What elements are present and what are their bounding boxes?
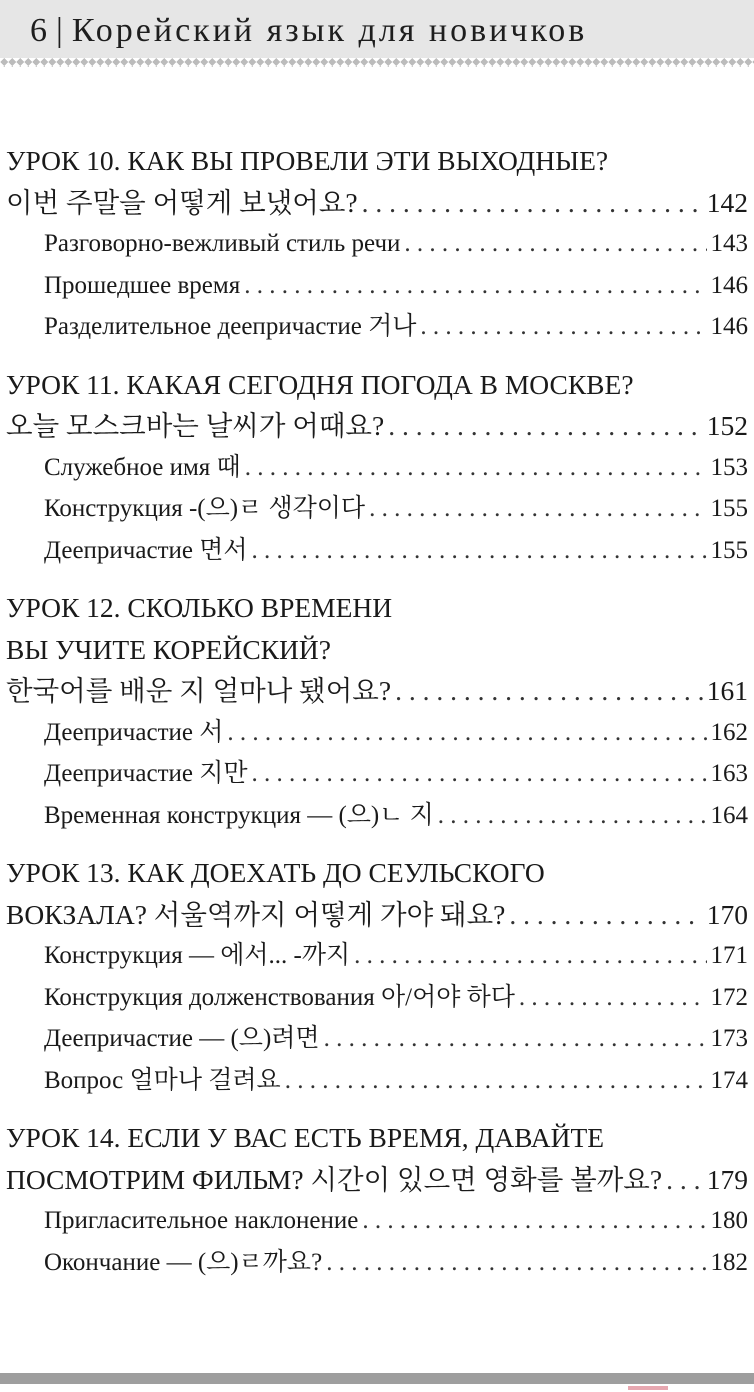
entry-label: Служебное имя 때	[44, 453, 241, 481]
lesson-heading: УРОК 10. КАК ВЫ ПРОВЕЛИ ЭТИ ВЫХОДНЫЕ?	[6, 145, 609, 176]
toc-entry-main	[0, 1159, 754, 1201]
dot-leader	[285, 1060, 707, 1102]
dot-leader	[404, 223, 706, 265]
header-ornament	[0, 58, 754, 67]
entry-label: ПОСМОТРИМ ФИЛЬМ? 시간이 있으면 영화를 볼까요?	[6, 1163, 663, 1195]
toc-section	[0, 587, 754, 836]
dot-leader	[420, 306, 706, 348]
header-separator: |	[56, 12, 66, 49]
dot-leader	[519, 977, 707, 1019]
dot-leader	[395, 670, 703, 712]
lesson-heading: УРОК 11. КАКАЯ СЕГОДНЯ ПОГОДА В МОСКВЕ?	[6, 368, 634, 400]
toc-section	[0, 364, 754, 572]
toc-entry-main	[0, 182, 754, 224]
dot-leader	[388, 405, 703, 447]
table-of-contents	[0, 140, 754, 1299]
toc-entry-sub	[0, 265, 754, 307]
dot-leader	[369, 488, 706, 530]
entry-label: 오늘 모스크바는 날씨가 어때요?	[6, 410, 385, 441]
dot-leader	[666, 1159, 703, 1201]
entry-label: Деепричастие 면서	[44, 536, 248, 564]
entry-label: Вопрос 얼마나 걸려요	[44, 1066, 281, 1094]
entry-page-number: 182	[710, 1248, 748, 1276]
entry-label: Деепричастие 서	[44, 718, 224, 746]
toc-entry-sub	[0, 753, 754, 795]
entry-page-number: 153	[710, 453, 748, 481]
toc-entry-sub	[0, 795, 754, 837]
book-title: Корейский язык для новичков	[71, 12, 588, 49]
lesson-heading: УРОК 14. ЕСЛИ У ВАС ЕСТЬ ВРЕМЯ, ДАВАЙТЕ	[6, 1122, 605, 1153]
dot-leader	[244, 265, 706, 307]
entry-page-number: 161	[706, 675, 748, 706]
dot-leader	[227, 712, 706, 754]
entry-page-number: 164	[710, 801, 748, 829]
dot-leader	[354, 935, 706, 977]
toc-entry-sub	[0, 1018, 754, 1060]
dot-leader	[252, 530, 707, 572]
entry-page-number: 163	[710, 760, 748, 787]
toc-entry-sub	[0, 935, 754, 977]
lesson-heading: УРОК 13. КАК ДОЕХАТЬ ДО СЕУЛЬСКОГО	[6, 857, 545, 888]
entry-label: Деепричастие 지만	[44, 760, 248, 787]
toc-entry-sub	[0, 712, 754, 754]
footer-mark	[628, 1386, 668, 1390]
entry-page-number: 155	[710, 495, 748, 522]
toc-entry-main	[0, 405, 754, 447]
entry-label: Прошедшее время	[44, 271, 241, 299]
entry-page-number: 146	[710, 313, 748, 340]
dot-leader	[438, 795, 707, 837]
dot-leader	[245, 447, 707, 489]
dot-leader	[509, 894, 702, 936]
entry-page-number: 179	[706, 1163, 748, 1195]
dot-leader	[252, 753, 707, 795]
toc-section	[0, 1117, 754, 1283]
entry-label: Конструкция -(으)ㄹ 생각이다	[44, 495, 366, 522]
entry-page-number: 170	[706, 898, 748, 930]
entry-label: Пригласительное наклонение	[44, 1207, 359, 1234]
footer-bar	[0, 1373, 754, 1384]
entry-page-number: 146	[710, 271, 748, 299]
entry-label: 한국어를 배운 지 얼마나 됐어요?	[6, 675, 392, 706]
entry-label: Конструкция — 에서... -까지	[44, 942, 351, 969]
dot-leader	[362, 182, 703, 224]
entry-label: Конструкция долженствования 아/어야 하다	[44, 983, 515, 1011]
page-number: 6	[30, 12, 50, 49]
lesson-heading: УРОК 12. СКОЛЬКО ВРЕМЕНИ	[6, 592, 393, 623]
toc-entry-sub	[0, 1060, 754, 1102]
entry-label: Окончание — (으)ㄹ까요?	[44, 1248, 323, 1276]
entry-label: Временная конструкция — (으)ㄴ 지	[44, 801, 434, 829]
toc-entry-sub	[0, 223, 754, 265]
header-text	[30, 12, 587, 50]
entry-page-number: 155	[710, 536, 748, 564]
dot-leader	[326, 1242, 706, 1284]
toc-entry-sub	[0, 977, 754, 1019]
entry-page-number: 173	[710, 1025, 748, 1052]
lesson-heading: ВЫ УЧИТЕ КОРЕЙСКИЙ?	[6, 633, 331, 665]
dot-leader	[362, 1200, 706, 1242]
toc-entry-sub	[0, 1200, 754, 1242]
entry-page-number: 142	[706, 186, 748, 218]
toc-entry-sub	[0, 1242, 754, 1284]
toc-section	[0, 140, 754, 348]
toc-section	[0, 852, 754, 1101]
entry-label: ВОКЗАЛА? 서울역까지 어떻게 가야 돼요?	[6, 898, 506, 930]
entry-label: Деепричастие — (으)려면	[44, 1025, 320, 1052]
toc-entry-sub	[0, 447, 754, 489]
entry-label: Разделительное деепричастие 거나	[44, 313, 417, 340]
entry-page-number: 171	[710, 942, 748, 969]
entry-page-number: 162	[710, 718, 748, 746]
entry-page-number: 180	[710, 1207, 748, 1234]
toc-entry-sub	[0, 530, 754, 572]
entry-page-number: 174	[710, 1066, 748, 1094]
toc-entry-main	[0, 670, 754, 712]
toc-entry-main	[0, 894, 754, 936]
dot-leader	[324, 1018, 707, 1060]
entry-page-number: 152	[706, 410, 748, 441]
entry-label: 이번 주말을 어떻게 보냈어요?	[6, 186, 358, 218]
toc-entry-sub	[0, 306, 754, 348]
entry-page-number: 172	[710, 983, 748, 1011]
toc-entry-sub	[0, 488, 754, 530]
running-header	[0, 0, 754, 58]
entry-label: Разговорно-вежливый стиль речи	[44, 230, 401, 257]
entry-page-number: 143	[710, 230, 748, 257]
